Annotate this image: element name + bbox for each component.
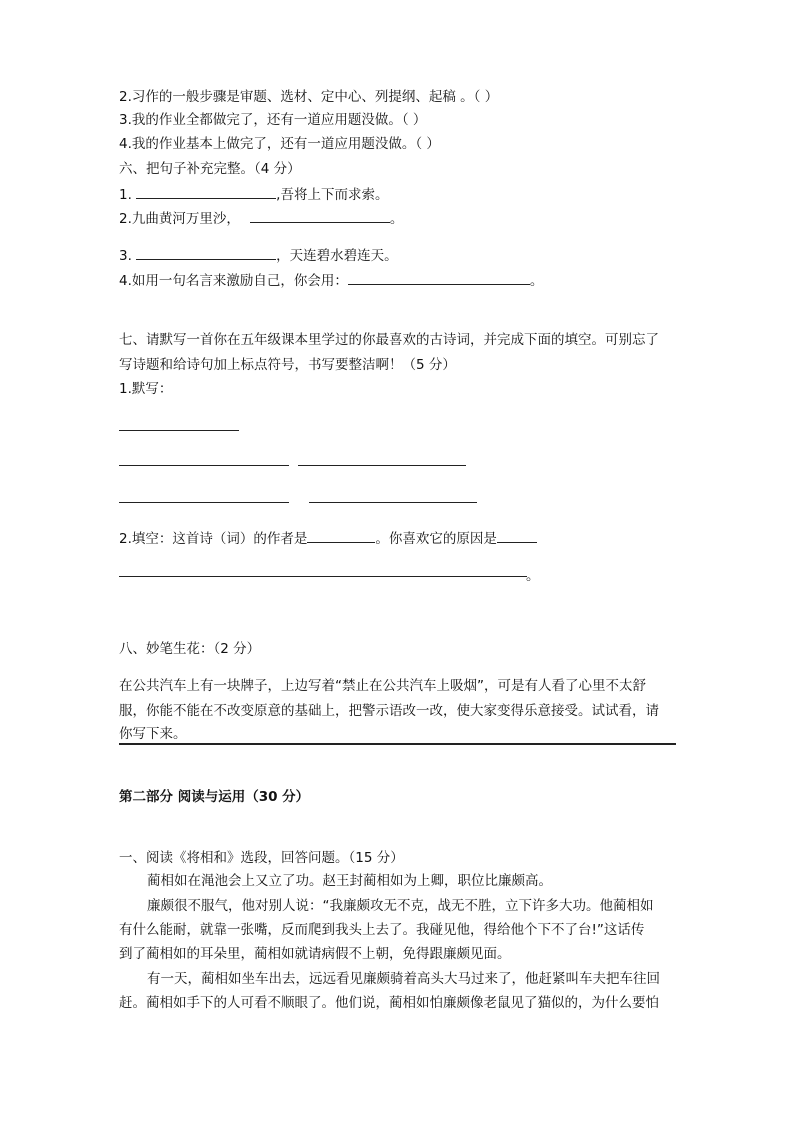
reading-1-title: 一、阅读《将相和》选段，回答问题。（15 分） [119,850,404,866]
q3-suffix: ，天连碧水碧连天。 [276,248,398,264]
section-8-title: 八、妙笔生花：（2 分） [119,641,261,657]
q4-prefix: 4.如用一句名言来激励自己，你会用： [119,273,348,289]
part-2-heading: 第二部分 阅读与运用（30 分） [119,789,310,805]
q2-suffix: 。 [389,211,404,227]
section-8-para-line3: 你写下来。 [119,726,187,742]
q3-blank[interactable] [136,245,276,260]
q1-blank[interactable] [136,184,276,199]
poem-line-3-blank[interactable] [119,502,289,503]
poem-line-2-blank[interactable] [298,465,466,466]
section-6-q2 [119,208,403,228]
answer-line[interactable] [119,743,676,745]
reason-blank-start[interactable] [497,528,537,543]
poem-line-1-blank[interactable] [119,465,289,466]
question-4: 4.我的作业基本上做完了，还有一道应用题没做。（ ） [119,136,440,152]
q3-prefix: 3. [119,248,137,264]
section-6-q1 [119,184,388,204]
section-6-q4 [119,270,543,290]
reading-1-p1: 蔺相如在渑池会上又立了功。赵王封蔺相如为上卿，职位比廉颇高。 [147,873,552,889]
author-blank[interactable] [307,528,375,543]
q1-prefix: 1. [119,187,137,203]
section-8-para-line2: 服，你能不能在不改变原意的基础上，把警示语改一改，使大家变得乐意接受。试试看，请 [119,703,659,719]
question-3: 3.我的作业全都做完了，还有一道应用题没做。（ ） [119,112,427,128]
section-6-title: 六、把句子补充完整。（4 分） [119,161,301,177]
poem-title-blank[interactable] [119,430,239,431]
sub2-end: 。 [526,568,540,584]
q4-blank[interactable] [348,270,530,285]
reading-1-p2-line1: 廉颇很不服气，他对别人说：“我廉颇攻无不克，战无不胜，立下许多大功。他蔺相如 [147,898,654,914]
q1-suffix: ,吾将上下而求索。 [276,187,389,203]
q2-blank[interactable] [250,208,390,223]
section-7-title-line2: 写诗题和给诗句加上标点符号，书写要整洁啊！（5 分） [119,357,456,373]
reading-1-p2-line3: 到了蔺相如的耳朵里，蔺相如就请病假不上朝，免得跟廉颇见面。 [119,946,511,962]
sub2-middle: 。你喜欢它的原因是 [375,531,497,547]
section-7-sub1: 1.默写： [119,381,173,397]
section-8-para-line1: 在公共汽车上有一块牌子，上边写着“禁止在公共汽车上吸烟”，可是有人看了心里不太舒 [119,678,646,694]
question-2: 2.习作的一般步骤是审题、选材、定中心、列提纲、起稿 。（ ） [119,89,499,105]
reason-blank-line[interactable] [119,576,527,577]
reading-1-p3-line2: 赶。蔺相如手下的人可看不顺眼了。他们说，蔺相如怕廉颇像老鼠见了猫似的，为什么要怕 [119,995,659,1011]
section-7-title-line1: 七、请默写一首你在五年级课本里学过的你最喜欢的古诗词，并完成下面的填空。可别忘了 [119,332,659,348]
q4-suffix: 。 [529,273,544,289]
reading-1-p3-line1: 有一天，蔺相如坐车出去，远远看见廉颇骑着高头大马过来了，他赶紧叫车夫把车往回 [147,971,660,987]
section-7-sub2 [119,528,537,548]
poem-line-4-blank[interactable] [309,502,477,503]
q2-prefix: 2.九曲黄河万里沙， [119,211,240,227]
section-6-q3 [119,245,398,265]
sub2-prefix: 2.填空：这首诗（词）的作者是 [119,531,308,547]
reading-1-p2-line2: 有什么能耐，就靠一张嘴，反而爬到我头上去了。我碰见他，得给他个下不了台!”这话传 [119,922,645,938]
